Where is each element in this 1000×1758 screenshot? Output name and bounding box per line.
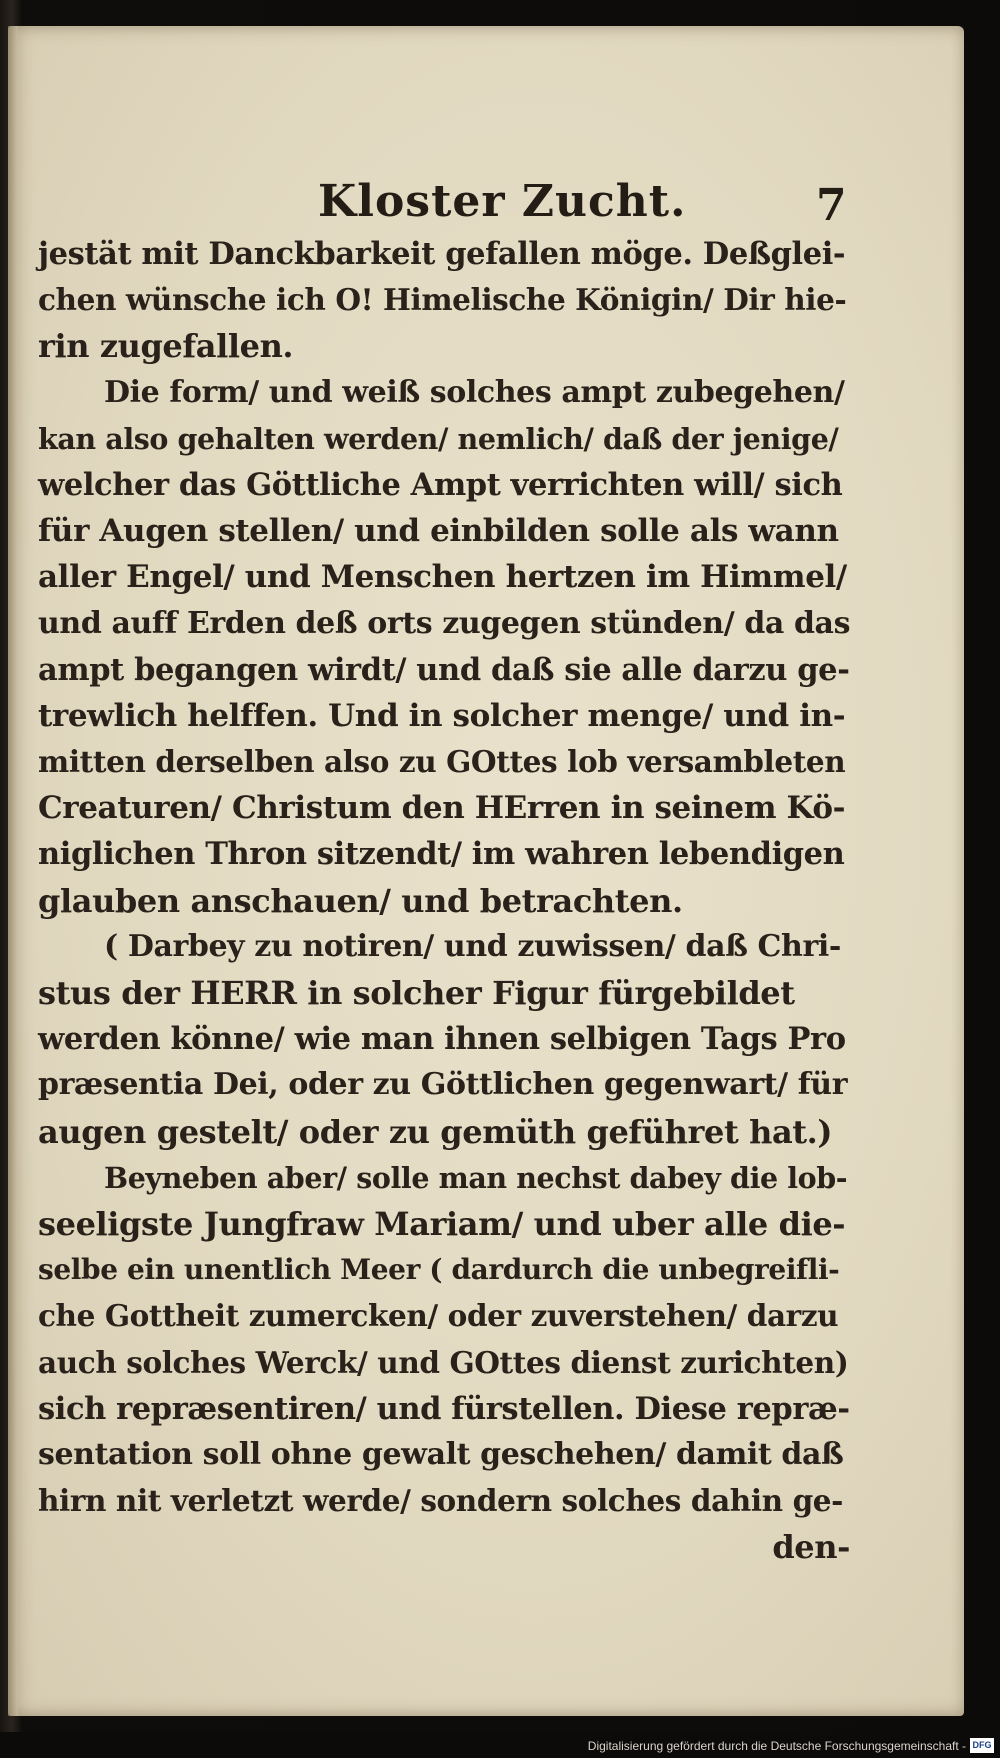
text-line: che Gottheit zumercken/ oder zuverstehen/ darzu xyxy=(38,1298,839,1334)
page-header xyxy=(8,176,964,236)
text-line: welcher das Göttliche Ampt verrichten will/ sich xyxy=(38,466,843,503)
text-line: aller Engel/ und Menschen hertzen im Himmel/ xyxy=(38,559,847,596)
funding-credit: Digitalisierung gefördert durch die Deutsche Forschungsgemeinschaft - xyxy=(587,1739,966,1753)
text-line: niglichen Thron sitzendt/ im wahren lebendigen xyxy=(38,836,845,873)
text-line: sentation soll ohne gewalt geschehen/ damit daß xyxy=(38,1436,844,1472)
text-line: auch solches Werck/ und GOttes dienst zurichten) xyxy=(38,1344,849,1380)
text-line: hirn nit verletzt werde/ sondern solches dahin ge- xyxy=(38,1483,844,1519)
text-line: jestät mit Danckbarkeit gefallen möge. Deßglei- xyxy=(38,236,846,272)
text-line: und auff Erden deß orts zugegen stünden/ da das xyxy=(38,605,851,641)
text-block xyxy=(38,231,850,1570)
text-line: trewlich helffen. Und in solcher menge/ und in- xyxy=(38,697,846,734)
page-number: 7 xyxy=(816,180,847,231)
text-line: seeligste Jungfraw Mariam/ und uber alle die- xyxy=(38,1204,846,1243)
text-line: kan also gehalten werden/ nemlich/ daß der jenige/ xyxy=(38,421,839,456)
text-line: mitten derselben also zu GOttes lob versambleten xyxy=(38,744,846,780)
text-line: werden könne/ wie man ihnen selbigen Tags Pro xyxy=(38,1021,846,1058)
text-line: chen wünsche ich O! Himelische Königin/ Dir hie- xyxy=(38,282,847,318)
text-line: stus der HERR in solcher Figur fürgebildet xyxy=(38,974,795,1012)
text-line: für Augen stellen/ und einbilden solle als wann xyxy=(38,513,839,550)
text-line: selbe ein unentlich Meer ( dardurch die unbegreifli- xyxy=(38,1253,840,1287)
text-line: sich repræsentiren/ und fürstellen. Diese repræ- xyxy=(38,1390,850,1427)
dfg-logo-icon: DFG xyxy=(970,1738,994,1753)
footer-bar xyxy=(0,1732,1000,1758)
text-line: præsentia Dei, oder zu Göttlichen gegenwart/ für xyxy=(38,1067,848,1103)
text-line: Die form/ und weiß solches ampt zubegehen/ xyxy=(104,374,845,410)
running-title: Kloster Zucht. xyxy=(318,176,687,227)
text-line: rin zugefallen. xyxy=(38,327,294,366)
text-line: Beyneben aber/ solle man nechst dabey die lob- xyxy=(104,1160,848,1195)
page-gutter-shadow xyxy=(8,26,18,1716)
text-line: glauben anschauen/ und betrachten. xyxy=(38,881,683,920)
catchword: den- xyxy=(772,1528,850,1567)
text-line: augen gestelt/ oder zu gemüth geführet hat.) xyxy=(38,1112,833,1151)
text-line: ( Darbey zu notiren/ und zuwissen/ daß Chri- xyxy=(104,928,841,964)
text-line: ampt begangen wirdt/ und daß sie alle darzu ge- xyxy=(38,651,850,688)
text-line: Creaturen/ Christum den HErren in seinem Kö- xyxy=(38,790,846,827)
book-page xyxy=(8,26,964,1716)
